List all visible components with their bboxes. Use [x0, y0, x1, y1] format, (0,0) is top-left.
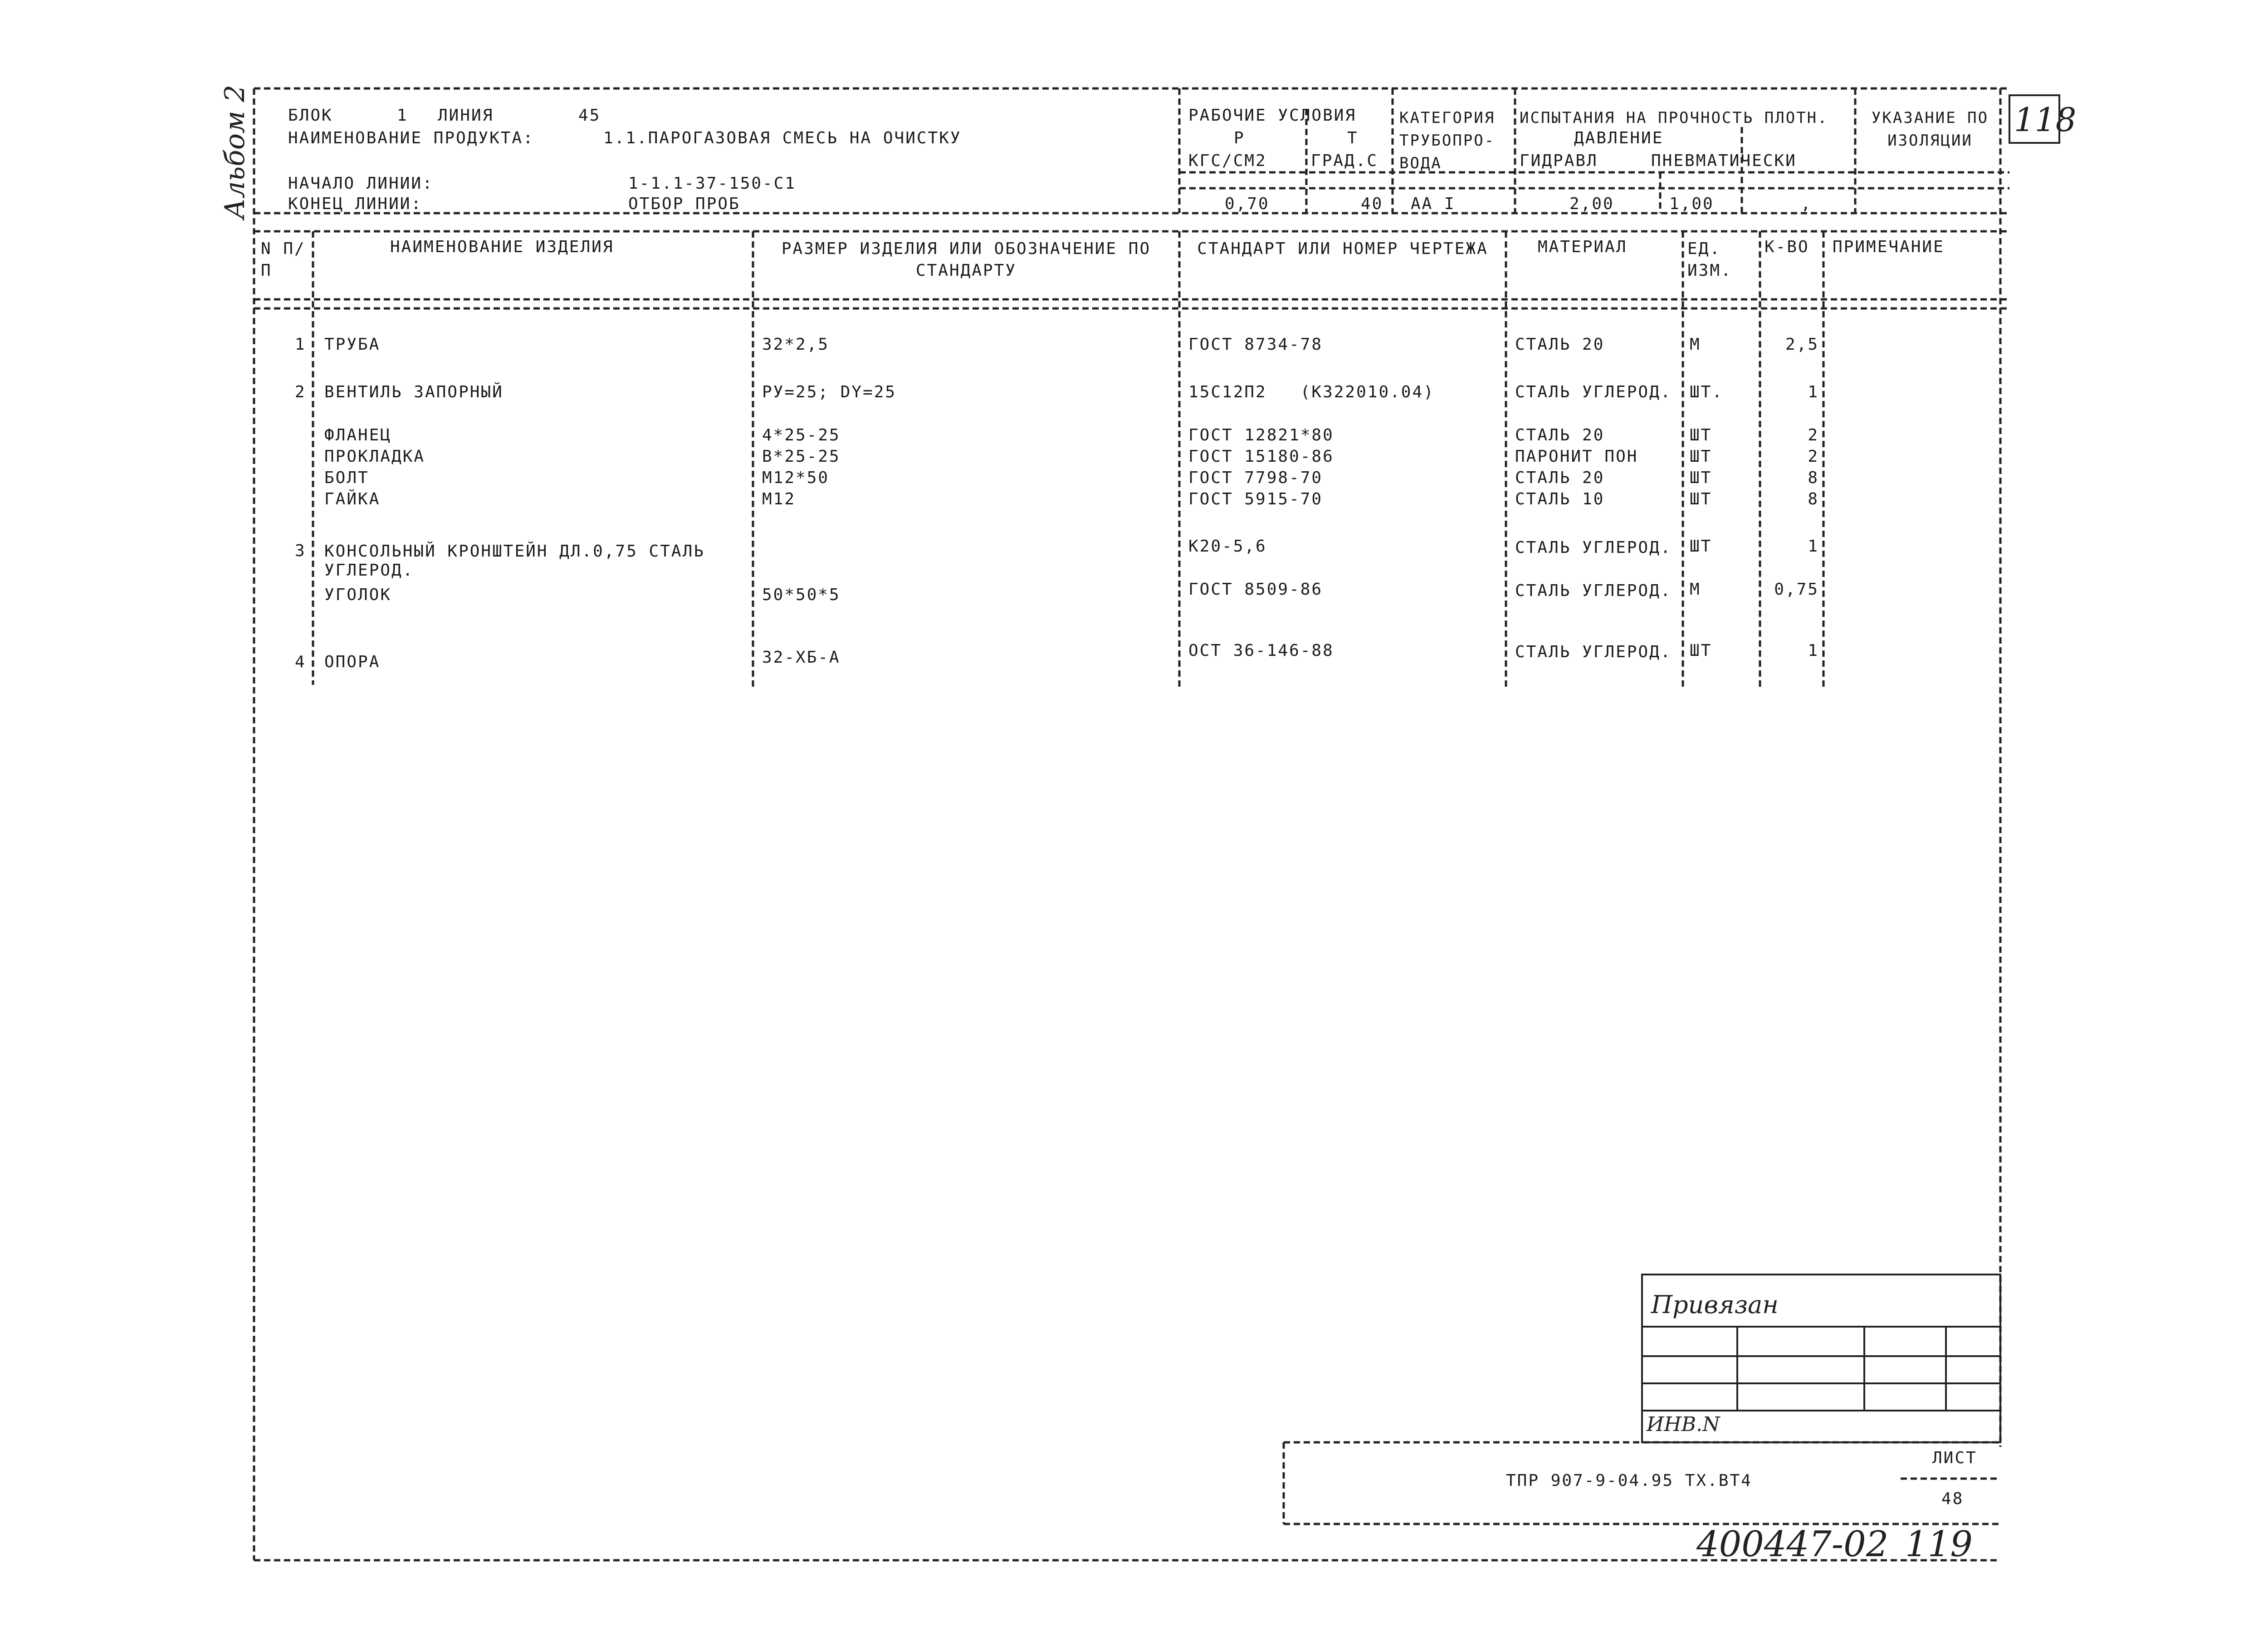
t-label: Т: [1347, 129, 1359, 147]
col-material: МАТЕРИАЛ: [1538, 238, 1628, 256]
album-label: Альбом 2: [219, 84, 251, 220]
col-qty: К-ВО: [1765, 238, 1809, 256]
row-qty: 2: [1808, 426, 1819, 444]
row-size: В*25-25: [762, 447, 841, 466]
hydraulic-label: ГИДРАВЛ: [1520, 151, 1598, 170]
sheet-value: 48: [1941, 1489, 1964, 1508]
product-label: НАИМЕНОВАНИЕ ПРОДУКТА:: [288, 129, 534, 147]
row-name: ГАЙКА: [324, 490, 381, 508]
row-material: СТАЛЬ 20: [1515, 335, 1605, 354]
density-value: ,: [1801, 195, 1812, 213]
row-unit: ШТ: [1690, 490, 1712, 508]
row-num: 2: [295, 383, 306, 401]
row-unit: М: [1690, 335, 1701, 354]
row-unit: ШТ: [1690, 426, 1712, 444]
row-qty: 2: [1808, 447, 1819, 466]
test-title: ИСПЫТАНИЯ НА ПРОЧНОСТЬ ПЛОТН.: [1520, 109, 1828, 127]
row-unit: ШТ: [1690, 447, 1712, 466]
row-standard: ГОСТ 7798-70: [1188, 469, 1323, 487]
row-num: 1: [295, 335, 306, 354]
row-unit: ШТ.: [1690, 383, 1724, 401]
line-value: 45: [578, 106, 601, 125]
row-material: СТАЛЬ 20: [1515, 426, 1605, 444]
col-num: N П/П: [261, 239, 306, 280]
conditions-title: РАБОЧИЕ УСЛОВИЯ: [1188, 106, 1357, 125]
p-label: Р: [1234, 129, 1245, 147]
row-standard: ГОСТ 12821*80: [1188, 426, 1334, 444]
row-size: 32-ХБ-А: [762, 648, 841, 667]
row-size: 32*2,5: [762, 335, 830, 354]
row-size: 50*50*5: [762, 586, 841, 604]
row-name: ТРУБА: [324, 335, 381, 354]
line-label: ЛИНИЯ: [438, 106, 494, 125]
row-unit: ШТ: [1690, 537, 1712, 556]
row-material: ПАРОНИТ ПОН: [1515, 447, 1638, 466]
pneumatic-label: ПНЕВМАТИЧЕСКИ: [1651, 151, 1797, 170]
row-standard: К20-5,6: [1188, 537, 1267, 556]
row-qty: 1: [1808, 537, 1819, 556]
row-standard: ГОСТ 8734-78: [1188, 335, 1323, 354]
row-material: СТАЛЬ 20: [1515, 469, 1605, 487]
row-size: РУ=25; DY=25: [762, 383, 897, 401]
product-value: 1.1.ПАРОГАЗОВАЯ СМЕСЬ НА ОЧИСТКУ: [603, 129, 962, 147]
row-name: ФЛАНЕЦ: [324, 426, 392, 444]
row-standard: ГОСТ 15180-86: [1188, 447, 1334, 466]
row-qty: 8: [1808, 490, 1819, 508]
row-num: 4: [295, 653, 306, 671]
row-unit: ШТ: [1690, 469, 1712, 487]
row-num: 3: [295, 542, 306, 560]
row-qty: 1: [1808, 383, 1819, 401]
block-label: БЛОК: [288, 106, 333, 125]
row-name: КОНСОЛЬНЫЙ КРОНШТЕЙН ДЛ.0,75 СТАЛЬ УГЛЕРОД.: [324, 542, 705, 580]
start-value: 1-1.1-37-150-С1: [628, 174, 797, 193]
col-note: ПРИМЕЧАНИЕ: [1833, 238, 1945, 256]
row-qty: 1: [1808, 641, 1819, 660]
t-value: 40: [1361, 195, 1383, 213]
row-material: СТАЛЬ 10: [1515, 490, 1605, 508]
row-name: БОЛТ: [324, 469, 369, 487]
row-standard: ОСТ 36-146-88: [1188, 641, 1334, 660]
col-size: РАЗМЕР ИЗДЕЛИЯ ИЛИ ОБОЗНАЧЕНИЕ ПО СТАНДАРТУ: [781, 239, 1151, 280]
row-standard: ГОСТ 5915-70: [1188, 490, 1323, 508]
row-qty: 2,5: [1785, 335, 1819, 354]
row-standard: ГОСТ 8509-86: [1188, 580, 1323, 599]
row-unit: ШТ: [1690, 641, 1712, 660]
row-material: СТАЛЬ УГЛЕРОД.: [1515, 643, 1672, 661]
end-label: КОНЕЦ ЛИНИИ:: [288, 195, 423, 213]
start-label: НАЧАЛО ЛИНИИ:: [288, 174, 434, 193]
row-qty: 0,75: [1774, 580, 1819, 599]
end-value: ОТБОР ПРОБ: [628, 195, 740, 213]
sheet-label: ЛИСТ: [1932, 1449, 1977, 1467]
row-material: СТАЛЬ УГЛЕРОД.: [1515, 538, 1672, 557]
row-unit: М: [1690, 580, 1701, 599]
pneumatic-value: 1,00: [1669, 195, 1714, 213]
category-title: КАТЕГОРИЯ ТРУБОПРО-ВОДА: [1399, 109, 1496, 172]
row-name: УГОЛОК: [324, 586, 392, 604]
row-material: СТАЛЬ УГЛЕРОД.: [1515, 581, 1672, 600]
stamp-inv: ИНВ.N: [1647, 1413, 1720, 1436]
archive-number: 400447-02: [1696, 1524, 1889, 1565]
document-code: ТПР 907-9-04.95 ТХ.ВТ4: [1506, 1471, 1752, 1490]
handwritten-page: 119: [1905, 1524, 1973, 1565]
row-size: М12: [762, 490, 796, 508]
row-size: М12*50: [762, 469, 830, 487]
block-value: 1: [397, 106, 408, 125]
col-standard: СТАНДАРТ ИЛИ НОМЕР ЧЕРТЕЖА: [1197, 239, 1488, 258]
row-size: 4*25-25: [762, 426, 841, 444]
stamp-linked: Привязан: [1651, 1290, 1779, 1319]
p-value: 0,70: [1225, 195, 1270, 213]
hydraulic-value: 2,00: [1569, 195, 1614, 213]
t-unit: ГРАД.С: [1311, 151, 1378, 170]
row-qty: 8: [1808, 469, 1819, 487]
p-unit: КГС/СМ2: [1188, 151, 1267, 170]
row-material: СТАЛЬ УГЛЕРОД.: [1515, 383, 1672, 401]
row-name: ВЕНТИЛЬ ЗАПОРНЫЙ: [324, 383, 503, 401]
row-name: ОПОРА: [324, 653, 381, 671]
row-standard: 15С12П2 (К322010.04): [1188, 383, 1435, 401]
col-unit: ЕД. ИЗМ.: [1687, 239, 1732, 280]
test-pressure: ДАВЛЕНИЕ: [1574, 129, 1664, 147]
row-name: ПРОКЛАДКА: [324, 447, 425, 466]
category-value: АА I: [1411, 195, 1456, 213]
insulation-title: УКАЗАНИЕ ПО ИЗОЛЯЦИИ: [1871, 109, 1989, 150]
col-name: НАИМЕНОВАНИЕ ИЗДЕЛИЯ: [390, 238, 614, 256]
page-number: 118: [2014, 101, 2077, 139]
